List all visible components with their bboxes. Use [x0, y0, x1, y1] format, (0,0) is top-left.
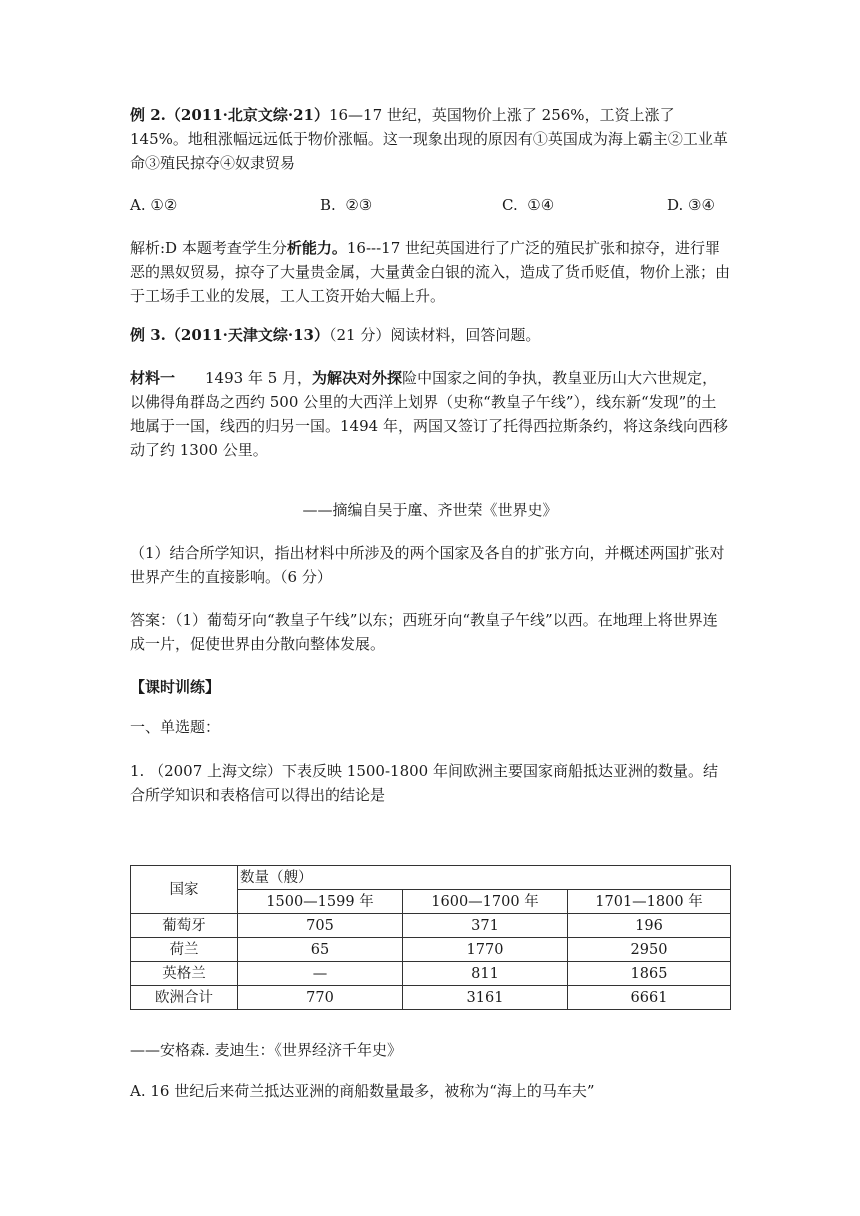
option-d: D. ③④ [667, 196, 715, 214]
merchant-ships-table [130, 865, 731, 1010]
value-cell: 65 [238, 938, 403, 962]
example-3-subquestion: （1）结合所学知识，指出材料中所涉及的两个国家及各自的扩张方向，并概述两国扩张对世界产生的直接影响。（6 分） [130, 544, 725, 586]
period-header: 1600—1700 年 [403, 890, 568, 914]
value-cell: 196 [568, 914, 731, 938]
table-row [131, 914, 731, 938]
period-header: 1500—1599 年 [238, 890, 403, 914]
option-c: C. ①④ [502, 196, 555, 214]
example-3-intro: （21 分）阅读材料，回答问题。 [328, 326, 541, 344]
country-cell: 荷兰 [131, 938, 238, 962]
table-source: ——安格森. 麦迪生：《世界经济千年史》 [130, 1041, 403, 1059]
example-2-question [130, 103, 730, 175]
value-cell: 1865 [568, 962, 731, 986]
example-3-answer: 答案：（1）葡萄牙向“教皇子午线”以东；西班牙向“教皇子午线”以西。在地理上将世界连成一片，促使世界由分散向整体发展。 [130, 611, 718, 653]
analysis-prefix: 解析:D 本题考查学生分 [130, 239, 287, 257]
example-2-label: 例 2. [130, 106, 166, 124]
table-row [131, 962, 731, 986]
example-3-source: （2011·天津文综·13） [165, 326, 329, 344]
value-cell: 6661 [568, 986, 731, 1010]
country-cell: 英格兰 [131, 962, 238, 986]
value-cell: 1770 [403, 938, 568, 962]
analysis-rest: 16---17 世纪英国进行了广泛的殖民扩张和掠夺，进行罪恶的黑奴贸易，掠夺了大量贵金属，大量黄金白银的流入，造成了货币贬值，物价上涨；由于工场手工业的发展，工人工资开始大幅上升。 [130, 239, 731, 305]
option-a: A. ①② [130, 196, 178, 214]
training-heading: 【课时训练】 [130, 678, 221, 696]
example-2-analysis [130, 236, 730, 308]
example-3-label: 例 3. [130, 326, 166, 344]
value-cell: 770 [238, 986, 403, 1010]
country-cell: 欧洲合计 [131, 986, 238, 1010]
value-cell: 371 [403, 914, 568, 938]
example-2-body: 16—17 世纪，英国物价上涨了 256%，工资上涨了 145%。地租涨幅远远低于物价涨幅。这一现象出现的原因有①英国成为海上霸主②工业革命③殖民掠夺④奴隶贸易 [130, 106, 728, 172]
answer-option-a: A. 16 世纪后来荷兰抵达亚洲的商船数量最多，被称为“海上的马车夫” [130, 1082, 595, 1100]
table-header-row [131, 866, 731, 890]
example-2-source: （2011·北京文综·21） [165, 106, 329, 124]
example-3-question [130, 323, 730, 347]
analysis-bold: 析能力。 [286, 239, 347, 257]
period-header: 1701—1800 年 [568, 890, 731, 914]
value-cell: 2950 [568, 938, 731, 962]
question-1: 1. （2007 上海文综）下表反映 1500-1800 年间欧洲主要国家商船抵达亚洲的数量。结合所学知识和表格信可以得出的结论是 [130, 762, 718, 804]
quantity-header: 数量（艘） [238, 866, 731, 890]
material-text-bold: 为解决对外探 [312, 369, 403, 387]
value-cell: 3161 [403, 986, 568, 1010]
section-heading: 一、单选题： [130, 718, 221, 736]
option-b: B. ②③ [320, 196, 373, 214]
country-header: 国家 [131, 866, 238, 914]
country-cell: 葡萄牙 [131, 914, 238, 938]
value-cell: 811 [403, 962, 568, 986]
value-cell: — [238, 962, 403, 986]
material-citation: ——摘编自吴于廑、齐世荣《世界史》 [302, 501, 558, 519]
example-2-options [130, 193, 730, 217]
value-cell: 705 [238, 914, 403, 938]
material-label: 材料一 [130, 369, 176, 387]
table-row [131, 986, 731, 1010]
table-row [131, 938, 731, 962]
material-text-b: 险中国家之间的争执，教皇亚历山大六世规定，以佛得角群岛之西约 500 公里的大西洋上划界（史称“教皇子午线”），线东新“发现”的土地属于一国，线西的归另一国。1494 年，两国又签订了托得西拉斯条约，将这条线向西移动了约 1300 公里。 [130, 369, 728, 459]
material-one [130, 366, 730, 462]
material-text-a: 1493 年 5 月， [175, 369, 313, 387]
